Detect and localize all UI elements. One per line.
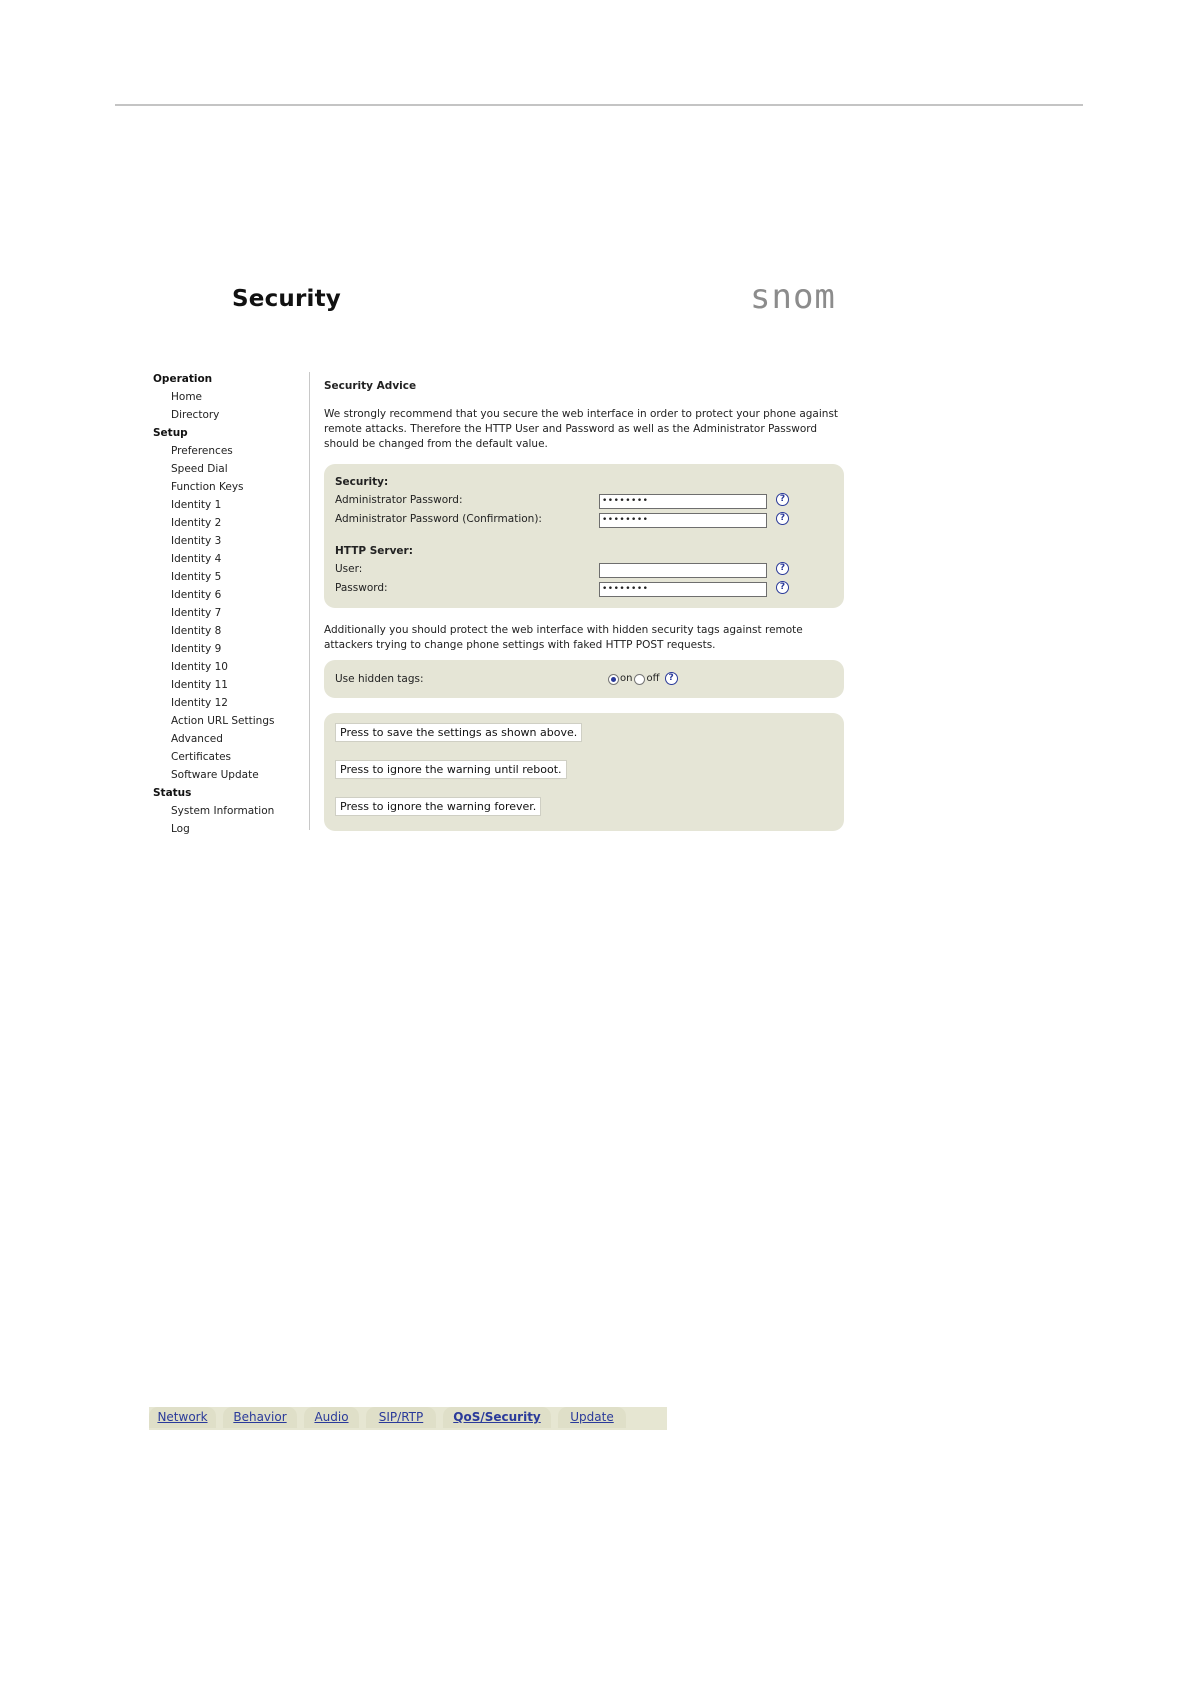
sidebar-heading-setup: Setup [153,427,188,439]
help-icon[interactable]: ? [776,493,789,506]
help-icon[interactable]: ? [776,581,789,594]
ignore-until-reboot-button[interactable]: Press to ignore the warning until reboot. [335,760,567,779]
http-user-row [335,560,834,579]
hidden-tags-off-radio[interactable] [634,674,645,685]
sidebar-item-identity-7[interactable]: Identity 7 [171,607,222,619]
help-icon[interactable]: ? [776,562,789,575]
save-settings-button[interactable]: Press to save the settings as shown above. [335,723,582,742]
sidebar-item-software-update[interactable]: Software Update [171,769,259,781]
page-title: Security [232,286,341,312]
sidebar-item-identity-8[interactable]: Identity 8 [171,625,222,637]
http-password-field[interactable]: •••••••• [599,582,767,597]
hidden-tags-on-radio[interactable] [608,674,619,685]
admin-password-row [335,491,834,510]
sidebar-item-identity-10[interactable]: Identity 10 [171,661,228,673]
admin-password-field[interactable]: •••••••• [599,494,767,509]
hidden-tags-radio-group [608,672,678,686]
sidebar-heading-status: Status [153,787,192,799]
sidebar-item-speed-dial[interactable]: Speed Dial [171,463,228,475]
sidebar-item-advanced[interactable]: Advanced [171,733,223,745]
snom-logo: snom [750,277,836,317]
sidebar-item-certificates[interactable]: Certificates [171,751,232,763]
sidebar-heading-operation: Operation [153,373,213,385]
sidebar-item-identity-1[interactable]: Identity 1 [171,499,222,511]
admin-password-confirm-field[interactable]: •••••••• [599,513,767,528]
help-icon[interactable]: ? [776,512,789,525]
hidden-tags-on-label[interactable]: on [620,673,633,684]
http-server-heading: HTTP Server: [335,545,413,557]
admin-password-label: Administrator Password: [335,494,463,506]
hidden-tags-panel [324,660,844,698]
tab-update[interactable]: Update [558,1407,626,1428]
security-heading: Security: [335,476,389,488]
tab-sip-rtp[interactable]: SIP/RTP [366,1407,436,1428]
tab-qos-security[interactable]: QoS/Security [443,1407,551,1428]
page-header-rule [115,104,1083,106]
security-advice-title: Security Advice [324,380,417,392]
http-password-label: Password: [335,582,388,594]
security-page-screenshot [145,270,845,840]
admin-password-confirm-label: Administrator Password (Confirmation): [335,513,542,525]
sidebar-item-identity-6[interactable]: Identity 6 [171,589,222,601]
sidebar-divider [309,372,310,830]
sidebar-item-preferences[interactable]: Preferences [171,445,233,457]
sidebar-item-action-url-settings[interactable]: Action URL Settings [171,715,275,727]
sidebar-item-function-keys[interactable]: Function Keys [171,481,244,493]
sidebar-item-identity-9[interactable]: Identity 9 [171,643,222,655]
sidebar-item-identity-4[interactable]: Identity 4 [171,553,222,565]
hidden-tags-advice-text: Additionally you should protect the web interface with hidden security tags against remote attackers trying to change phone settings with faked HTTP POST requests. [324,624,803,651]
settings-tab-bar [149,1407,667,1430]
sidebar-nav [153,370,293,838]
http-password-row [335,579,834,598]
sidebar-item-directory[interactable]: Directory [171,409,220,421]
help-icon[interactable]: ? [665,672,678,685]
tab-behavior[interactable]: Behavior [223,1407,297,1428]
http-user-label: User: [335,563,363,575]
sidebar-item-log[interactable]: Log [171,823,190,835]
main-content [324,380,844,831]
sidebar-item-system-information[interactable]: System Information [171,805,275,817]
sidebar-item-identity-3[interactable]: Identity 3 [171,535,222,547]
sidebar-item-identity-2[interactable]: Identity 2 [171,517,222,529]
actions-panel [324,713,844,831]
hidden-tags-label: Use hidden tags: [335,673,424,685]
security-advice-text: We strongly recommend that you secure the web interface in order to protect your phone against remote attacks. Therefore the HTTP User and Password as well as the Administrator Password should be changed from the default value. [324,408,839,450]
security-settings-panel [324,464,844,608]
sidebar-item-identity-11[interactable]: Identity 11 [171,679,228,691]
tab-network[interactable]: Network [149,1407,216,1428]
tab-audio[interactable]: Audio [304,1407,359,1428]
ignore-forever-button[interactable]: Press to ignore the warning forever. [335,797,541,816]
sidebar-item-home[interactable]: Home [171,391,203,403]
http-user-field[interactable] [599,563,767,578]
admin-password-confirm-row [335,510,834,529]
hidden-tags-off-label[interactable]: off [646,673,660,684]
sidebar-item-identity-12[interactable]: Identity 12 [171,697,228,709]
sidebar-item-identity-5[interactable]: Identity 5 [171,571,222,583]
